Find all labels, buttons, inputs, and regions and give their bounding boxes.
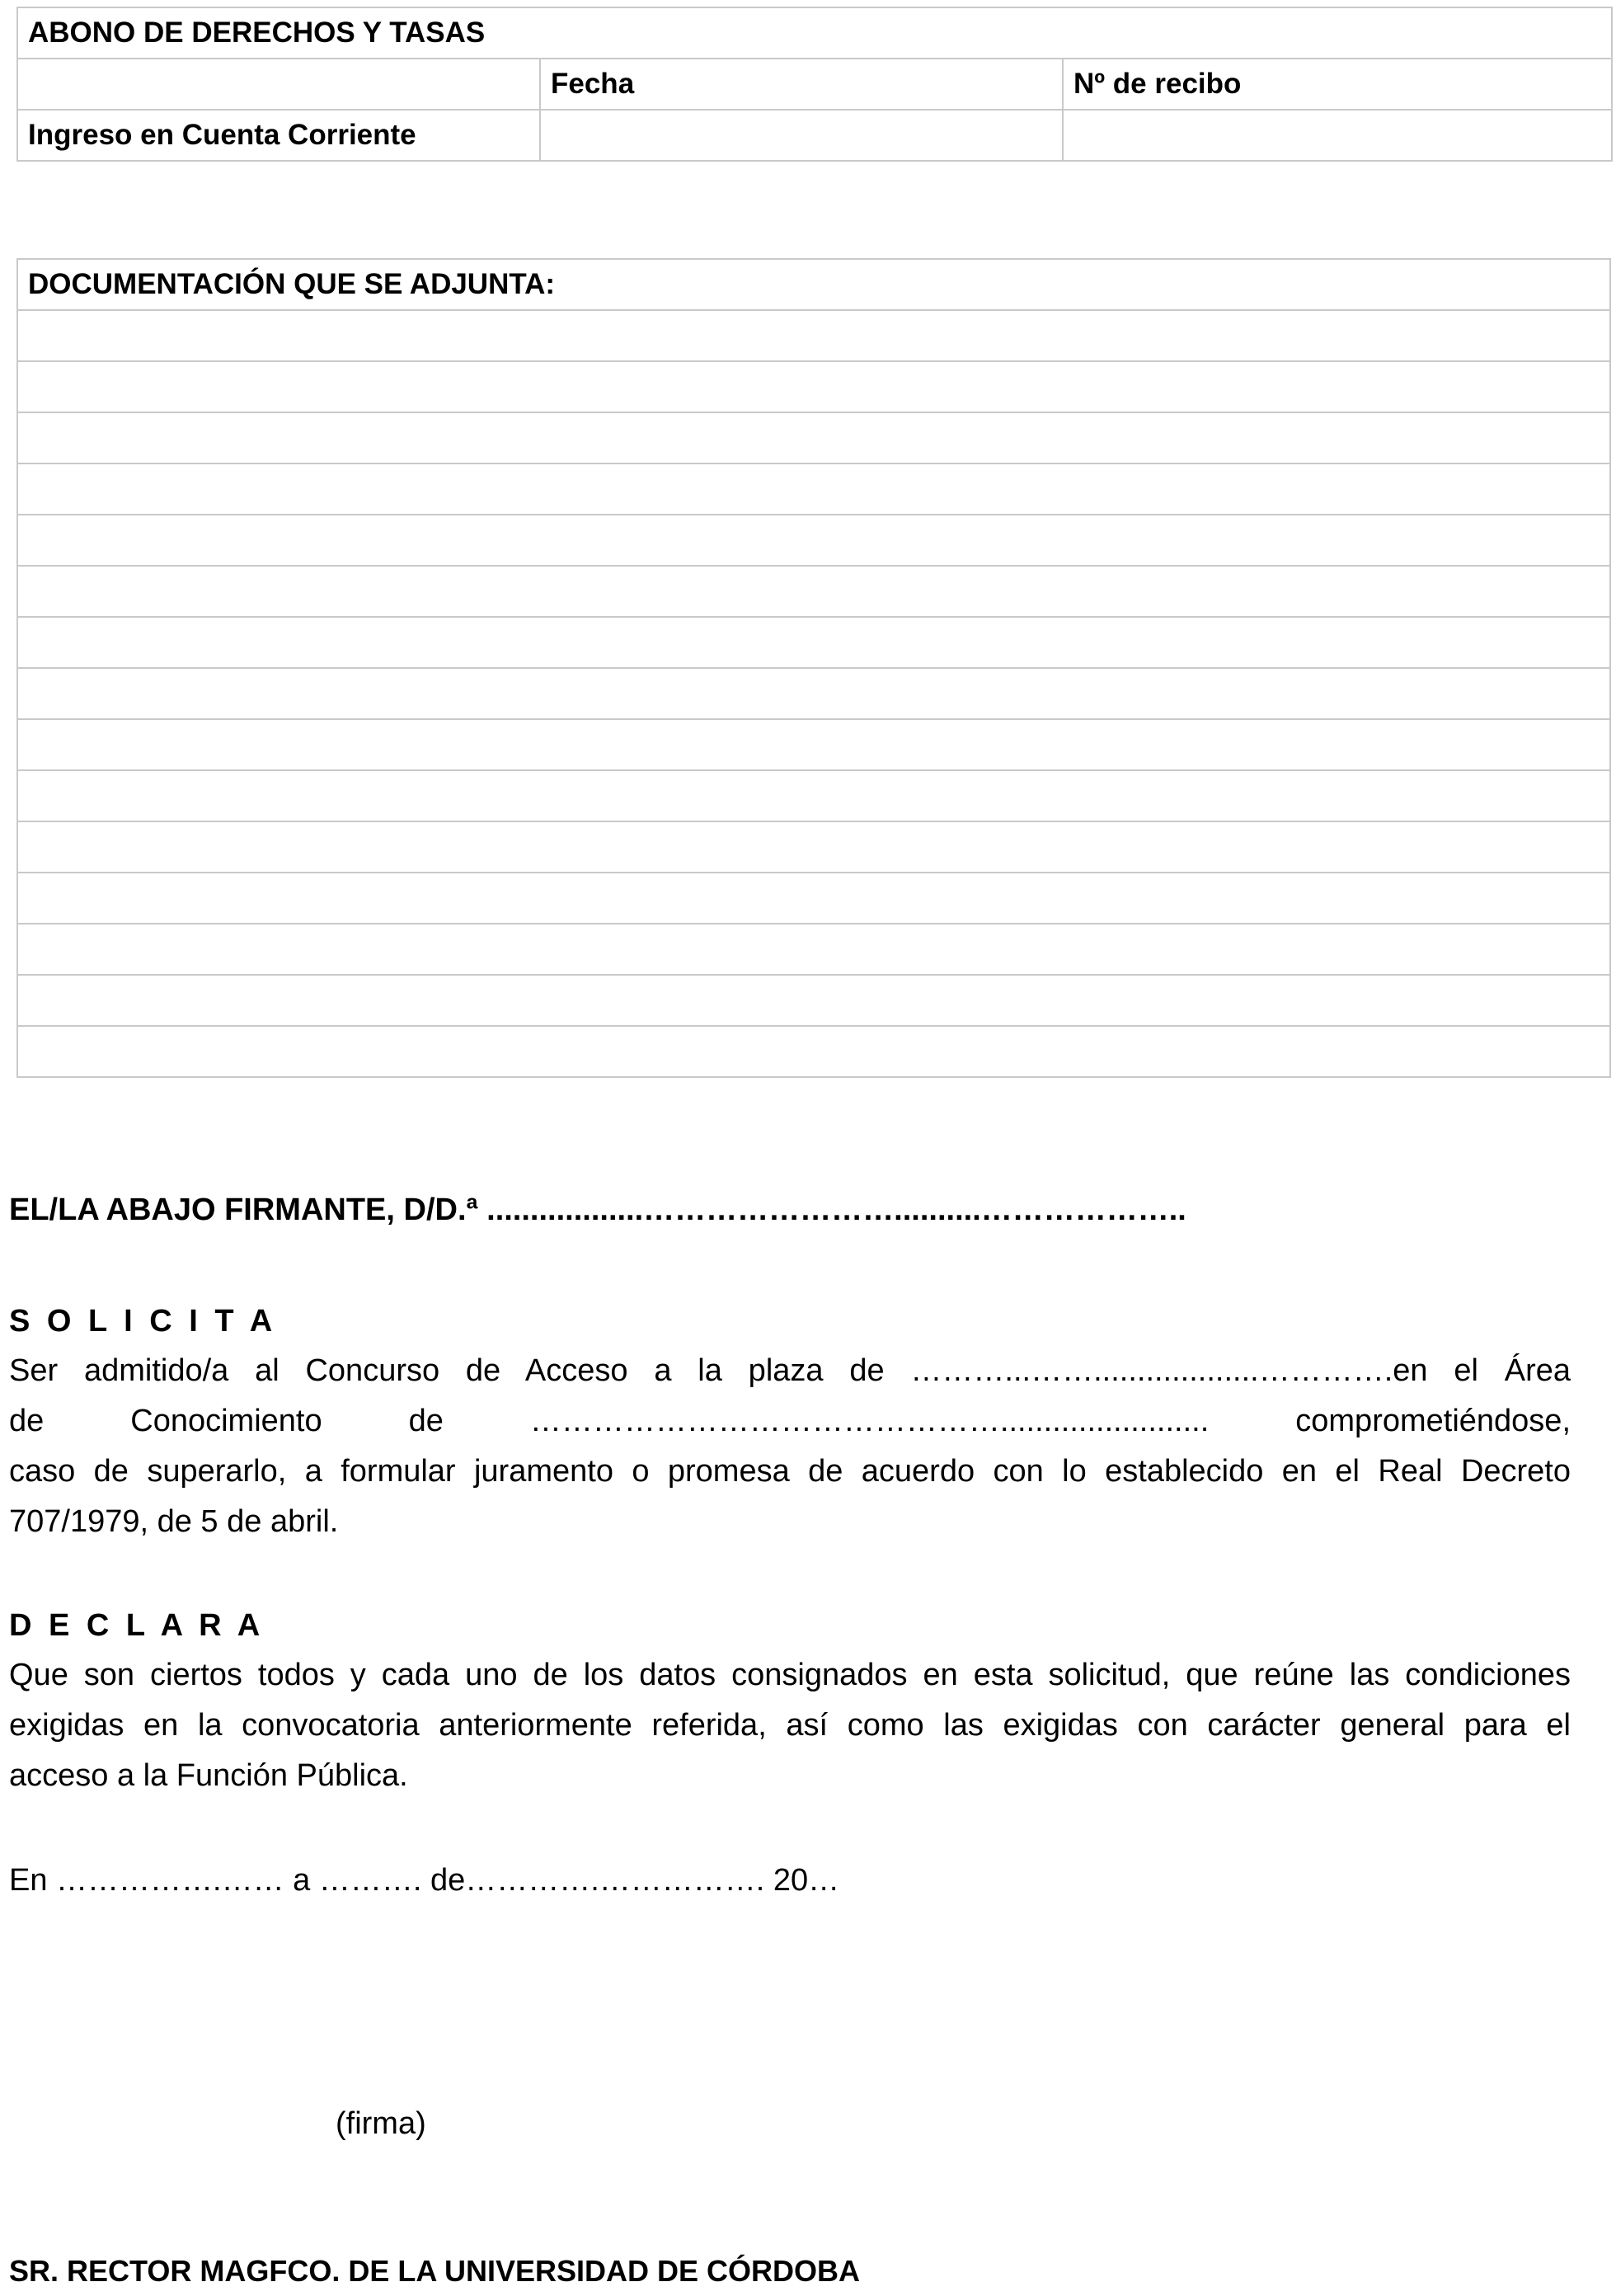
signature-label: (firma) <box>336 2106 426 2141</box>
document-row[interactable] <box>17 412 1610 463</box>
addressee: SR. RECTOR MAGFCO. DE LA UNIVERSIDAD DE CÓRDOBA <box>9 2254 861 2288</box>
document-row[interactable] <box>17 668 1610 719</box>
document-row[interactable] <box>17 310 1610 361</box>
place-date-line[interactable]: En …………….…… a ………. de………….……………. 20… <box>9 1863 840 1898</box>
signer-name-field[interactable]: ..................……………………..........……………….. <box>477 1193 1186 1227</box>
document-row[interactable] <box>17 719 1610 770</box>
declara-line: acceso a la Función Pública. <box>9 1758 408 1793</box>
document-row[interactable] <box>17 566 1610 617</box>
solicita-line: de Conocimiento de ………………………………………........................ comprometiéndose, <box>9 1404 1571 1438</box>
date-label: Fecha <box>540 59 1063 110</box>
receipt-number-field[interactable] <box>1063 110 1612 161</box>
document-row[interactable] <box>17 924 1610 975</box>
document-row[interactable] <box>17 821 1610 873</box>
declara-paragraph <box>9 1650 1571 1801</box>
document-row[interactable] <box>17 770 1610 821</box>
fees-payment-table <box>16 7 1613 162</box>
date-field[interactable] <box>540 110 1063 161</box>
solicita-line: Ser admitido/a al Concurso de Acceso a la plaza de ………...……...................………….en el Área <box>9 1353 1571 1388</box>
document-row[interactable] <box>17 515 1610 566</box>
solicita-heading: S O L I C I T A <box>9 1304 277 1339</box>
solicita-paragraph <box>9 1346 1571 1547</box>
solicita-line: caso de superarlo, a formular juramento o promesa de acuerdo con lo establecido en el Real Decreto <box>9 1454 1571 1489</box>
declara-line: exigidas en la convocatoria anteriormente referida, así como las exigidas con carácter general para el <box>9 1708 1571 1743</box>
document-row[interactable] <box>17 975 1610 1026</box>
attached-documents-title: DOCUMENTACIÓN QUE SE ADJUNTA: <box>17 259 1610 310</box>
document-row[interactable] <box>17 361 1610 412</box>
receipt-number-label: Nº de recibo <box>1063 59 1612 110</box>
document-row[interactable] <box>17 617 1610 668</box>
solicita-line: 707/1979, de 5 de abril. <box>9 1504 339 1539</box>
account-deposit-label: Ingreso en Cuenta Corriente <box>17 110 540 161</box>
fees-title: ABONO DE DERECHOS Y TASAS <box>17 7 1612 59</box>
signer-line <box>9 1185 1571 1235</box>
signer-label: EL/LA ABAJO FIRMANTE, D/D.ª <box>9 1193 478 1227</box>
declara-heading: D E C L A R A <box>9 1608 265 1643</box>
attached-documents-table <box>16 258 1611 1078</box>
declara-line: Que son ciertos todos y cada uno de los datos consignados en esta solicitud, que reúne las condiciones <box>9 1658 1571 1692</box>
document-row[interactable] <box>17 1026 1610 1077</box>
fees-empty-cell <box>17 59 540 110</box>
document-row[interactable] <box>17 873 1610 924</box>
document-row[interactable] <box>17 463 1610 515</box>
